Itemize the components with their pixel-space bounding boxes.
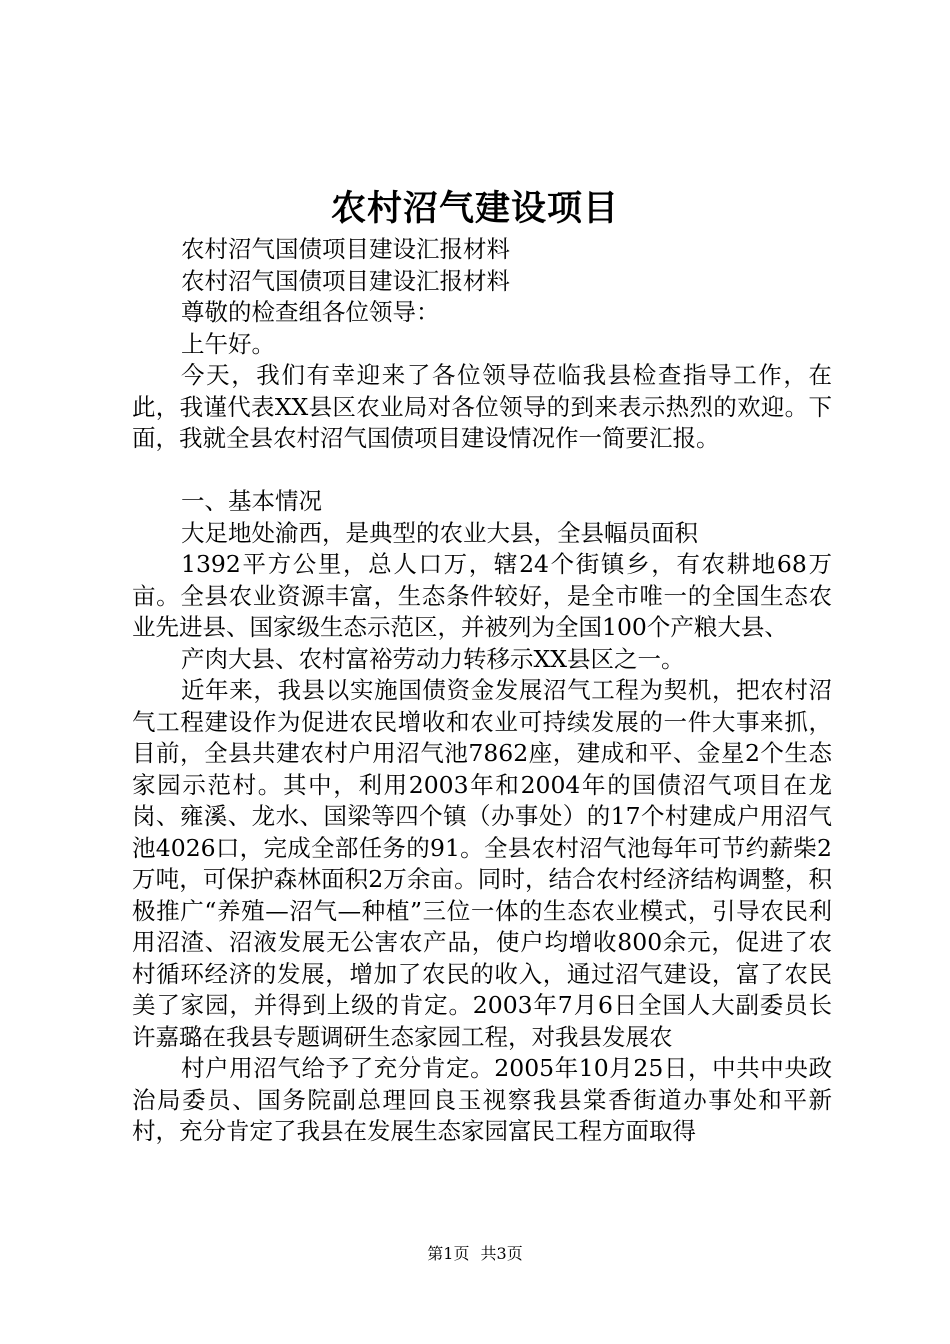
page-footer [0, 1243, 950, 1265]
document-body [132, 234, 832, 1148]
paragraph: 村户用沼气给予了充分肯定。2005年10月25日，中共中央政治局委员、国务院副总理回良玉视察我县棠香街道办事处和平新村，充分肯定了我县在发展生态家园富民工程方面取得 [132, 1054, 832, 1145]
paragraph: 农村沼气国债项目建设汇报材料 [181, 235, 510, 263]
paragraph: 产肉大县、农村富裕劳动力转移示XX县区之一。 [181, 644, 685, 673]
paragraph: 1392平方公里，总人口万，辖24个街镇乡，有农耕地68万亩。全县农业资源丰富，生态条件较好，是全市唯一的全国生态农业先进县、国家级生态示范区，并被列为全国100个产粮大县、 [132, 550, 832, 641]
paragraph: 上午好。 [181, 329, 275, 358]
paragraph: 今天，我们有幸迎来了各位领导莅临我县检查指导工作，在此，我谨代表XX县区农业局对各位领导的到来表示热烈的欢迎。下面，我就全县农村沼气国债项目建设情况作一简要汇报。 [132, 361, 832, 452]
page-total: 共3页 [480, 1244, 523, 1263]
page-number: 第1页 [427, 1244, 470, 1263]
paragraph: 大足地处渝西，是典型的农业大县，全县幅员面积 [181, 518, 698, 547]
paragraph: 农村沼气国债项目建设汇报材料 [181, 266, 510, 295]
document-title: 农村沼气建设项目 [330, 188, 619, 229]
paragraph: 近年来，我县以实施国债资金发展沼气工程为契机，把农村沼气工程建设作为促进农民增收和农业可持续发展的一件大事来抓，目前，全县共建农村户用沼气池7862座，建成和平、金星2个生态家园示范村。其中，利用2003年和2004年的国债沼气项目在龙岗、雍溪、龙水、国梁等四个镇（办事处）的17个村建成户用沼气池4026口，完成全部任务的91。全县农村沼气池每年可节约薪柴2万吨，可保护森林面积2万余亩。同时，结合农村经济结构调整，积极推广“养殖—沼气—种植”三位一体的生态农业模式，引导农民利用沼渣、沼液发展无公害农产品，使户均增收800余元，促进了农村循环经济的发展，增加了农民的收入，通过沼气建设，富了农民美了家园，并得到上级的肯定。2003年7月6日全国人大副委员长许嘉璐在我县专题调研生态家园工程，对我县发展农 [132, 676, 832, 1051]
section-heading: 一、基本情况 [181, 487, 322, 515]
paragraph: 尊敬的检查组各位领导： [181, 298, 440, 326]
